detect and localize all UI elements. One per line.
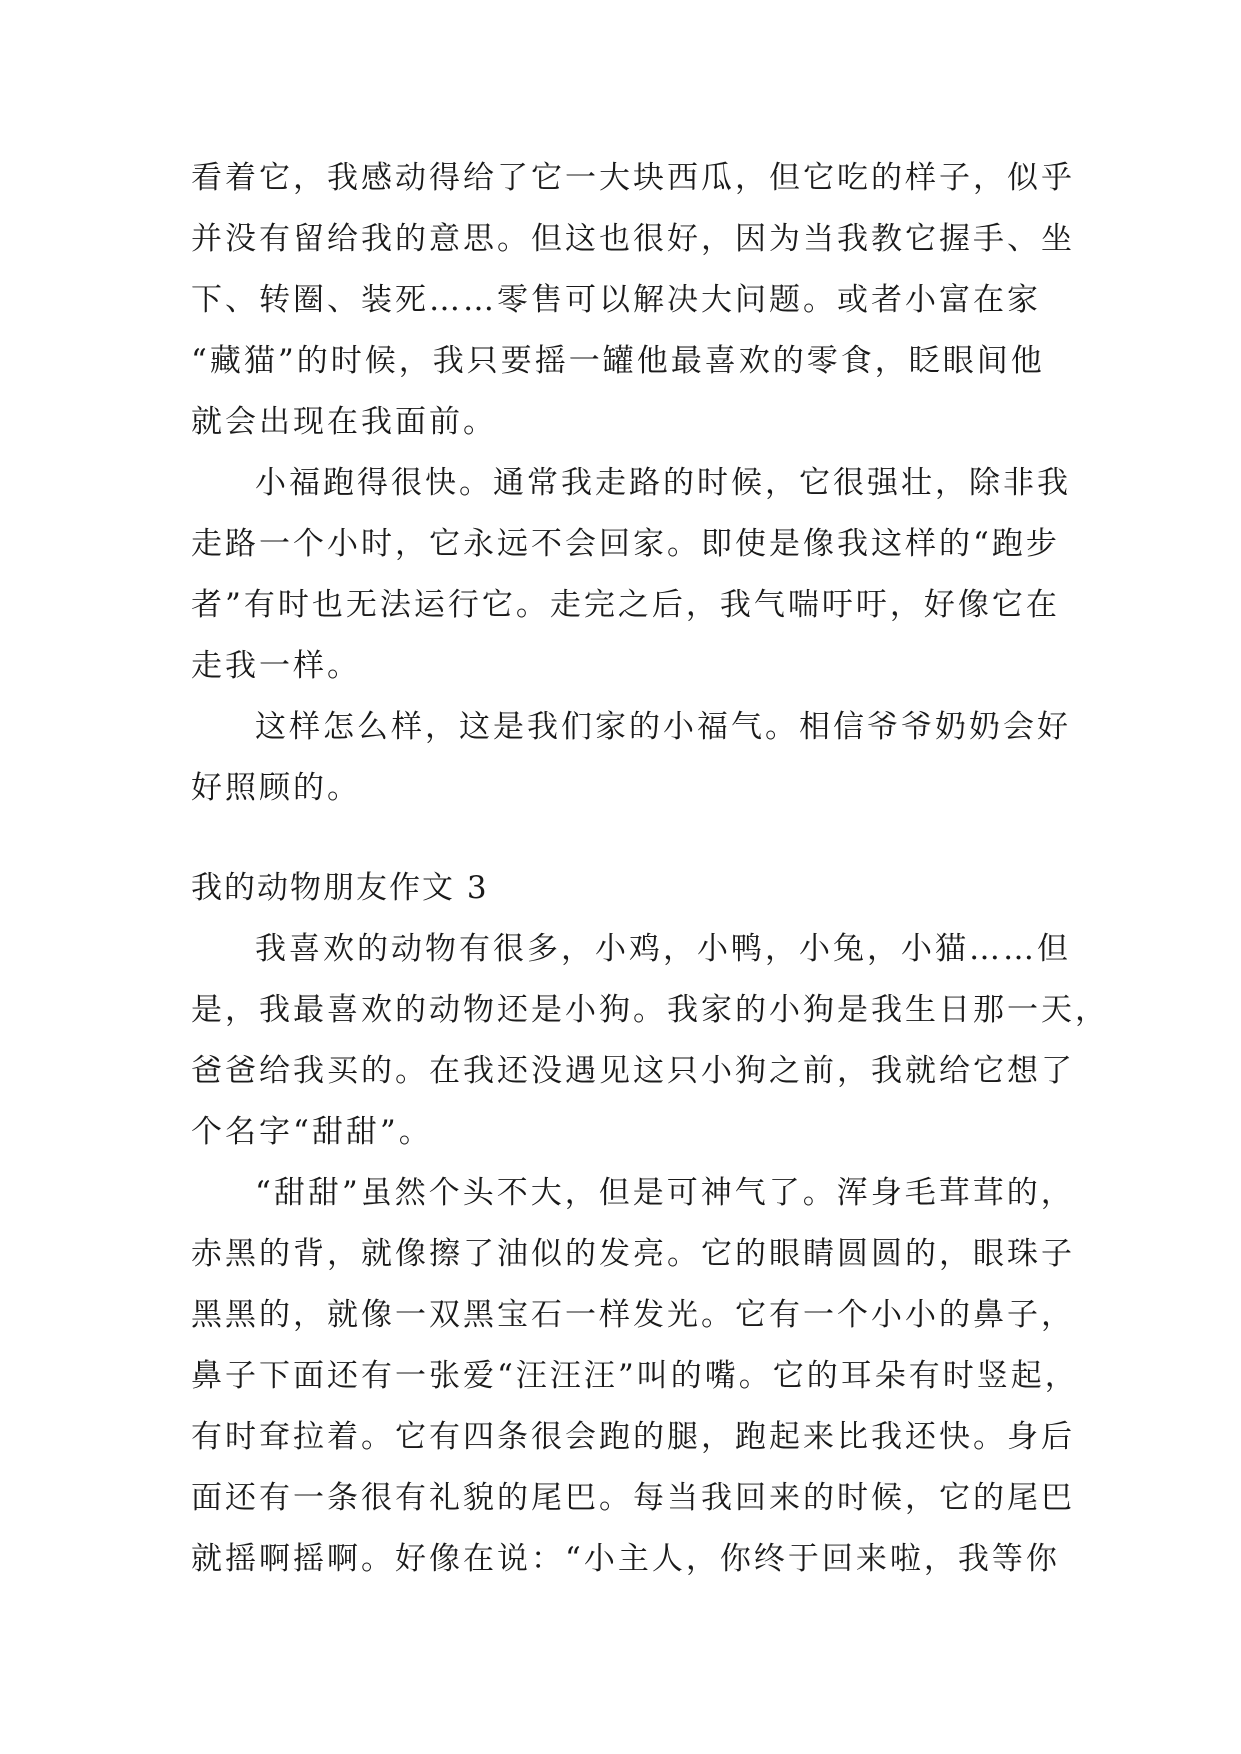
paragraph-line: 者”有时也无法运行它。走完之后，我气喘吁吁，好像它在	[191, 587, 1060, 623]
paragraph-line: 就会出现在我面前。	[191, 404, 497, 440]
paragraph-line: 个名字“甜甜”。	[191, 1114, 433, 1150]
paragraph-line: 小福跑得很快。通常我走路的时候，它很强壮，除非我	[255, 465, 1071, 501]
paragraph-line: 就摇啊摇啊。好像在说：“小主人，你终于回来啦，我等你	[191, 1541, 1060, 1577]
paragraph-line: 黑黑的，就像一双黑宝石一样发光。它有一个小小的鼻子，	[191, 1297, 1075, 1333]
paragraph-line: 有时耷拉着。它有四条很会跑的腿，跑起来比我还快。身后	[191, 1419, 1075, 1455]
paragraph-line: 好照顾的。	[191, 770, 361, 806]
paragraph-line: “甜甜”虽然个头不大，但是可神气了。浑身毛茸茸的，	[255, 1175, 1075, 1211]
paragraph-line: 鼻子下面还有一张爱“汪汪汪”叫的嘴。它的耳朵有时竖起，	[191, 1358, 1079, 1394]
section-2	[191, 919, 1109, 1590]
paragraph-line: 我喜欢的动物有很多，小鸡，小鸭，小兔，小猫……但	[255, 931, 1071, 967]
paragraph-line: 下、转圈、装死……零售可以解决大问题。或者小富在家	[191, 282, 1041, 318]
paragraph-line: 这样怎么样，这是我们家的小福气。相信爷爷奶奶会好	[255, 709, 1071, 745]
paragraph-line: “藏猫”的时候，我只要摇一罐他最喜欢的零食，眨眼间他	[191, 343, 1045, 379]
paragraph-line: 是，我最喜欢的动物还是小狗。我家的小狗是我生日那一天，	[191, 992, 1109, 1028]
paragraph-line: 赤黑的背，就像擦了油似的发亮。它的眼睛圆圆的，眼珠子	[191, 1236, 1075, 1272]
essay-heading: 我的动物朋友作文 3	[191, 870, 489, 906]
paragraph-line: 面还有一条很有礼貌的尾巴。每当我回来的时候，它的尾巴	[191, 1480, 1075, 1516]
paragraph-line: 并没有留给我的意思。但这也很好，因为当我教它握手、坐	[191, 221, 1075, 257]
paragraph-line: 爸爸给我买的。在我还没遇见这只小狗之前，我就给它想了	[191, 1053, 1075, 1089]
paragraph-line: 走我一样。	[191, 648, 361, 684]
paragraph-line: 走路一个小时，它永远不会回家。即使是像我这样的“跑步	[191, 526, 1060, 562]
paragraph-line: 看着它，我感动得给了它一大块西瓜，但它吃的样子，似乎	[191, 160, 1075, 196]
section-1	[191, 148, 1075, 819]
